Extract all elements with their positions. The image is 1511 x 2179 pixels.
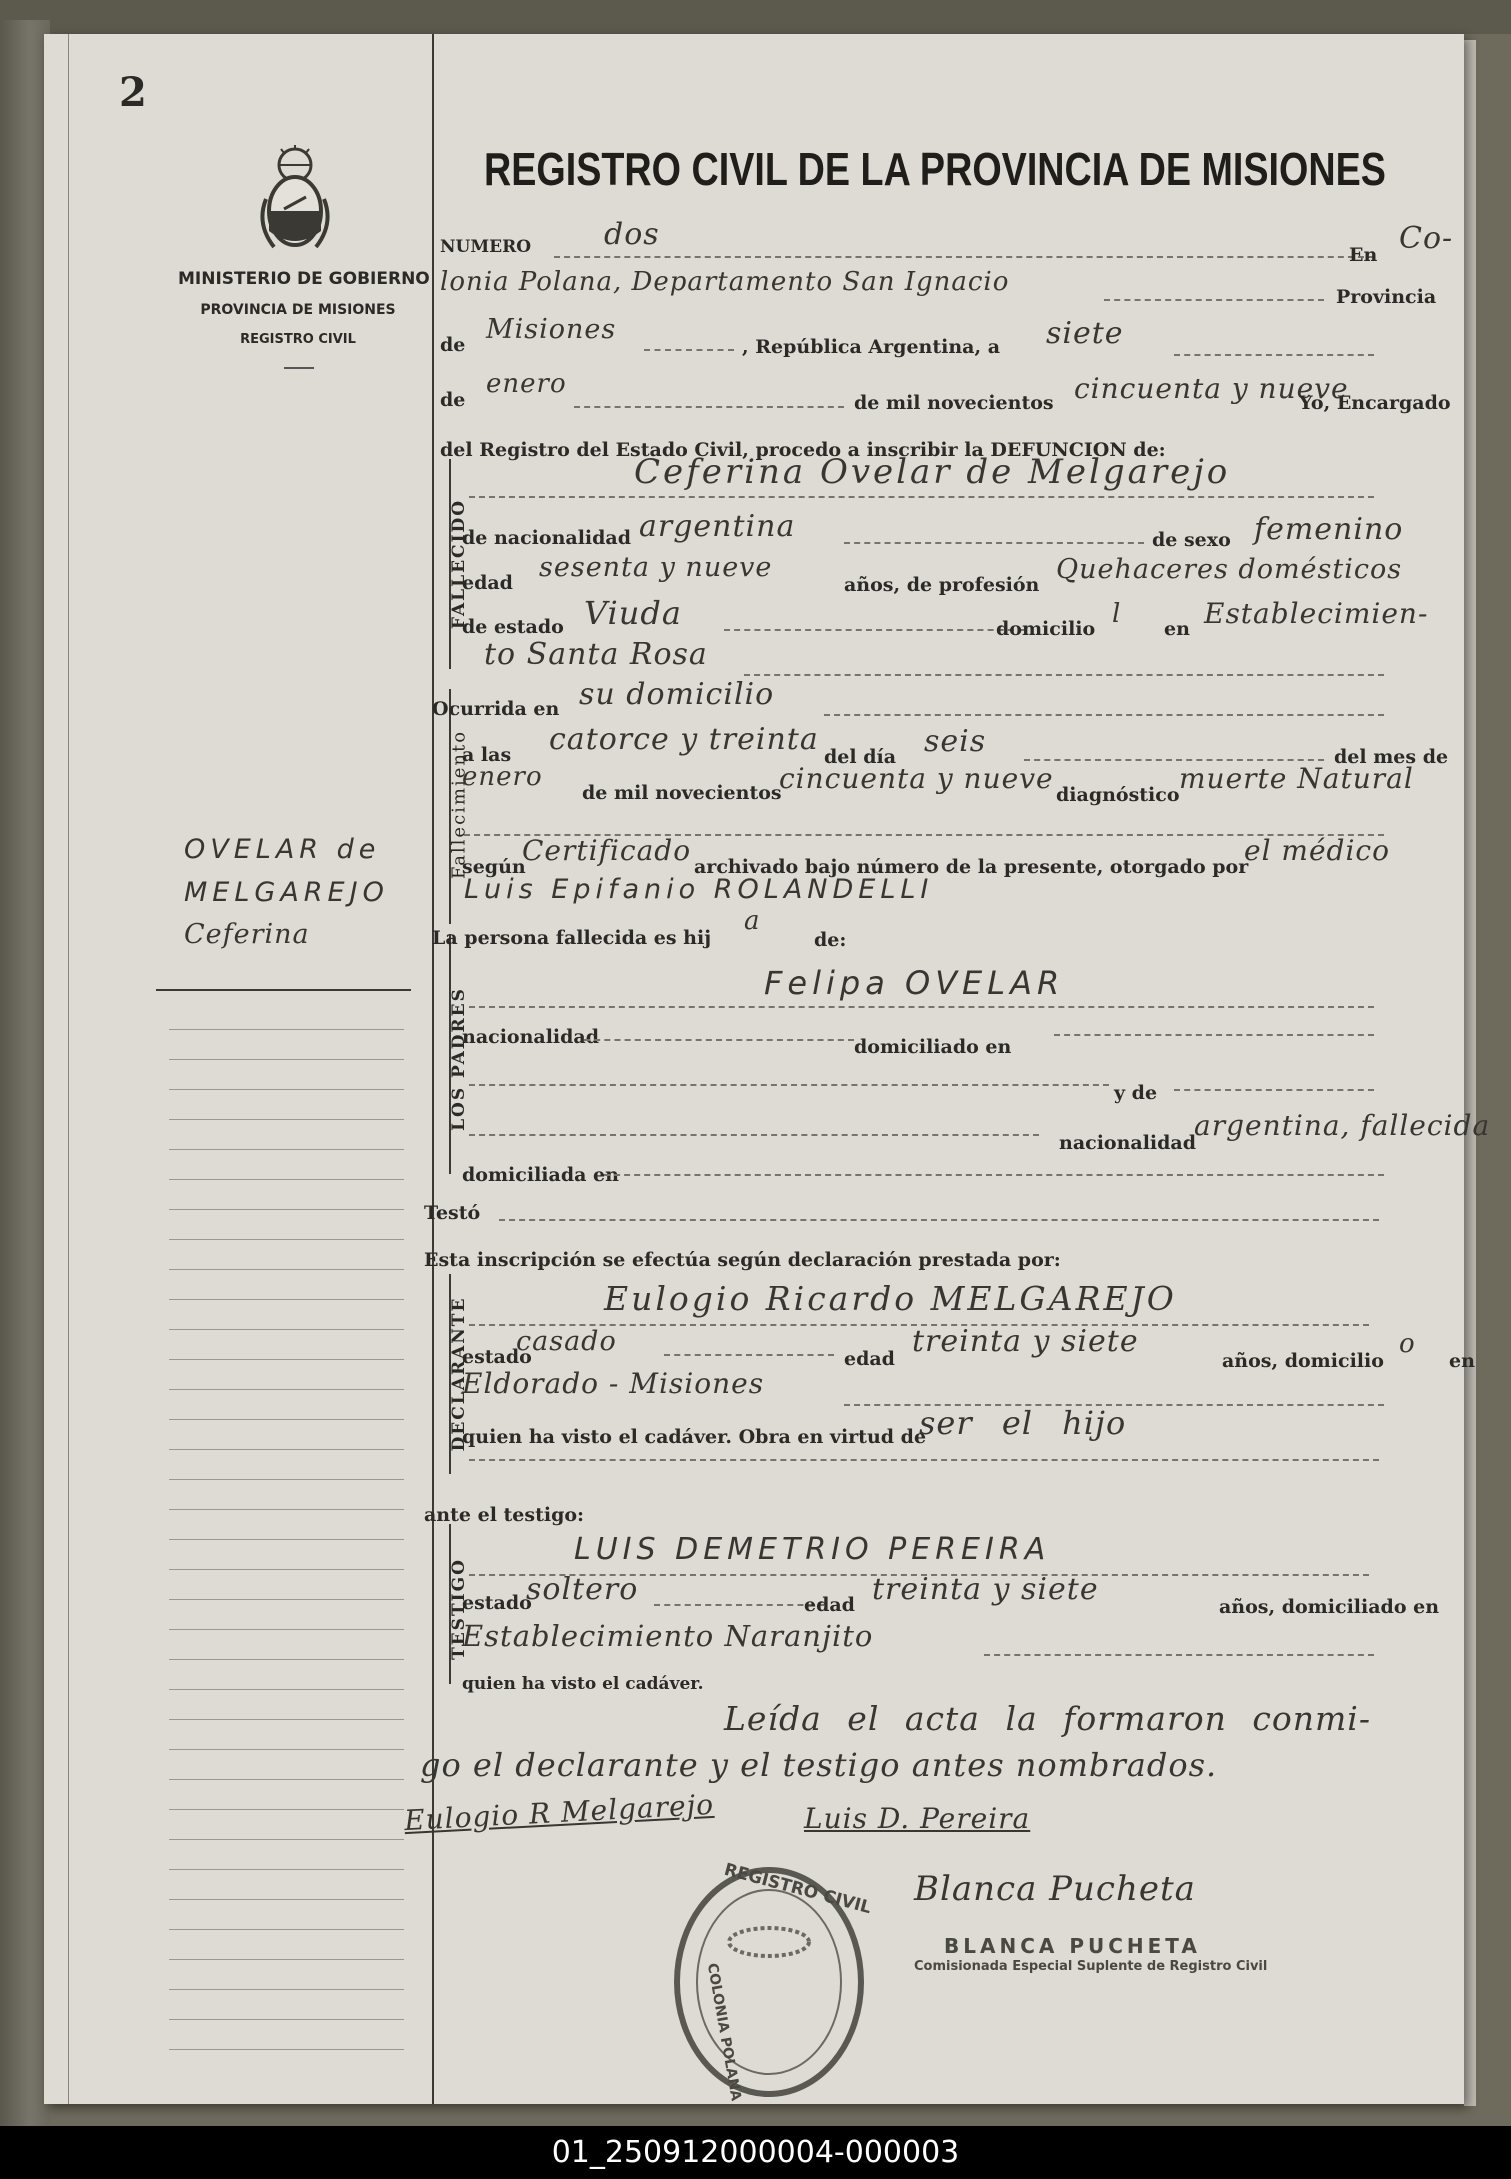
value-en-co: Co-	[1399, 221, 1454, 256]
ruled-line	[169, 1809, 404, 1810]
label-y-de: y de	[1114, 1082, 1158, 1104]
value-mes: enero	[486, 369, 567, 399]
ruled-line	[169, 1299, 404, 1300]
label-republica: , República Argentina, a	[742, 336, 1001, 358]
label-anos-domicilio: años, domicilio	[1222, 1350, 1384, 1372]
fill-line	[664, 1354, 834, 1356]
fill-line	[469, 1459, 1379, 1461]
label-estado: de estado	[462, 616, 564, 638]
province-label: PROVINCIA DE MISIONES	[200, 302, 396, 318]
label-en2: en	[1164, 618, 1190, 640]
label-domicilio: domicilio	[996, 618, 1096, 640]
section-label-declarante: DECLARANTE	[449, 1296, 469, 1452]
value-mes-fallec: enero	[462, 762, 543, 792]
page-number: 2	[119, 69, 147, 116]
value-dia: siete	[1046, 316, 1124, 351]
value-lugar: lonia Polana, Departamento San Ignacio	[440, 267, 1010, 297]
left-margin-line	[68, 34, 69, 2104]
label-testo: Testó	[424, 1202, 481, 1224]
ruled-line	[169, 1179, 404, 1180]
ruled-line	[169, 1779, 404, 1780]
value-edad: sesenta y nueve	[539, 552, 773, 583]
fill-line	[844, 542, 1144, 544]
value-nacionalidad: argentina	[639, 509, 796, 544]
value-estado: Viuda	[584, 594, 682, 632]
label-de: de	[440, 334, 466, 356]
book-cover-top	[0, 0, 1511, 34]
main-margin-line	[432, 34, 434, 2104]
value-dia-fallec: seis	[924, 724, 987, 759]
fill-line	[1174, 1089, 1374, 1091]
ruled-line	[169, 1119, 404, 1120]
ruled-line	[169, 2019, 404, 2020]
ruled-line	[169, 1479, 404, 1480]
label-diagnostico: diagnóstico	[1056, 784, 1180, 806]
section-label-padres: LOS PADRES	[449, 987, 469, 1131]
margin-note-line2: MELGAREJO	[184, 877, 389, 908]
label-mil-novecientos: de mil novecientos	[854, 392, 1054, 414]
label-numero: NUMERO	[440, 237, 532, 257]
label-estado3: estado	[462, 1592, 532, 1614]
signature-oficial: Blanca Pucheta	[914, 1869, 1196, 1909]
value-testigo: LUIS DEMETRIO PEREIRA	[574, 1532, 1051, 1567]
ruled-line	[169, 1209, 404, 1210]
fill-line	[1174, 354, 1374, 356]
paper-edge	[1464, 40, 1476, 2106]
ruled-line	[169, 1869, 404, 1870]
stamp-registry-text: REGISTRO CIVIL	[721, 1859, 874, 1919]
ruled-line	[169, 1359, 404, 1360]
ruled-line	[169, 1569, 404, 1570]
footer-caption: 01_250912000004-000003	[0, 2126, 1511, 2179]
ruled-line	[169, 1089, 404, 1090]
section-label-fallecido: FALLECIDO	[449, 498, 469, 630]
ruled-line	[169, 1539, 404, 1540]
ruled-line	[169, 1509, 404, 1510]
label-del-dia: del día	[824, 746, 897, 768]
ruled-line	[169, 2049, 404, 2050]
value-sexo: femenino	[1254, 512, 1404, 547]
label-a-las: a las	[462, 744, 512, 766]
ruled-line	[169, 1029, 404, 1030]
label-ante-testigo: ante el testigo:	[424, 1504, 585, 1526]
label-edad: edad	[462, 572, 513, 594]
label-domiciliada-en: domiciliada en	[462, 1164, 619, 1186]
registry-label: REGISTRO CIVIL	[240, 332, 356, 347]
label-nacionalidad3: nacionalidad	[1059, 1132, 1197, 1154]
label-de3: de:	[814, 929, 847, 951]
ruled-line	[169, 1839, 404, 1840]
ruled-line	[169, 1659, 404, 1660]
value-provincia: Misiones	[486, 314, 617, 345]
label-quien-visto2: quien ha visto el cadáver.	[462, 1674, 704, 1694]
label-yo-encargado: Yo, Encargado	[1299, 392, 1451, 414]
label-nacionalidad2: nacionalidad	[462, 1026, 600, 1048]
ruled-line	[169, 1899, 404, 1900]
value-declarante: Eulogio Ricardo MELGAREJO	[604, 1279, 1177, 1318]
fill-line	[1054, 1034, 1374, 1036]
closing-line1: Leída el acta la formaron conmi-	[724, 1699, 1371, 1738]
closing-line2: go el declarante y el testigo antes nombrados.	[420, 1746, 1218, 1784]
signature-declarante: Eulogio R Melgarejo	[403, 1787, 715, 1838]
value-ocurrida: su domicilio	[579, 677, 775, 712]
value-profesion: Quehaceres domésticos	[1056, 554, 1403, 585]
label-mil-novecientos2: de mil novecientos	[582, 782, 782, 804]
ruled-line	[169, 1419, 404, 1420]
ministry-label: MINISTERIO DE GOBIERNO	[178, 269, 430, 289]
fill-line	[469, 1134, 1039, 1136]
value-segun: Certificado	[522, 834, 692, 867]
ministry-divider	[284, 367, 314, 369]
official-title: Comisionada Especial Suplente de Registro Civil	[914, 1959, 1268, 1974]
book-spine	[0, 20, 50, 2126]
label-sexo: de sexo	[1152, 529, 1231, 551]
fill-line	[469, 496, 1374, 498]
ruled-line	[169, 1149, 404, 1150]
value-anio-fallec: cincuenta y nueve	[779, 762, 1054, 795]
value-diagnostico: muerte Natural	[1179, 762, 1414, 795]
label-de2: de	[440, 389, 466, 411]
margin-note-line1: OVELAR de	[184, 834, 381, 865]
value-madre-nacionalidad: argentina, fallecida	[1194, 1109, 1491, 1142]
value-declarante-estado: casado	[516, 1326, 617, 1357]
label-domiciliado-en: domiciliado en	[854, 1036, 1012, 1058]
margin-note-underline	[156, 989, 411, 991]
value-testigo-estado: soltero	[526, 1572, 639, 1607]
fill-line	[824, 714, 1384, 716]
label-nacionalidad: de nacionalidad	[462, 527, 632, 549]
label-esta-inscripcion: Esta inscripción se efectúa según declaración prestada por:	[424, 1249, 1061, 1271]
ruled-line	[169, 1629, 404, 1630]
ruled-line	[169, 1599, 404, 1600]
value-establecimiento: Establecimien-	[1204, 597, 1429, 630]
fill-line	[654, 1604, 824, 1606]
ruled-line	[169, 1059, 404, 1060]
ruled-line	[169, 1929, 404, 1930]
margin-note-line3: Ceferina	[184, 919, 310, 950]
fill-line	[744, 674, 1384, 676]
value-numero: dos	[604, 217, 660, 252]
value-anio: cincuenta y nueve	[1074, 372, 1349, 405]
section-label-testigo: TESTIGO	[449, 1558, 469, 1660]
ruled-line	[169, 1959, 404, 1960]
value-testigo-edad: treinta y siete	[872, 1572, 1099, 1607]
fill-line	[554, 256, 1374, 258]
value-medico: Luis Epifanio ROLANDELLI	[464, 874, 934, 905]
value-testigo-lugar: Establecimiento Naranjito	[462, 1619, 874, 1653]
label-quien-visto: quien ha visto el cadáver. Obra en virtud de	[462, 1426, 927, 1448]
ruled-line	[169, 1689, 404, 1690]
value-otorgado: el médico	[1244, 834, 1390, 867]
fill-line	[644, 349, 734, 351]
signature-testigo: Luis D. Pereira	[804, 1802, 1031, 1835]
ruled-line	[169, 1749, 404, 1750]
fill-line	[574, 406, 844, 408]
ruled-line	[169, 1329, 404, 1330]
label-anos-profesion: años, de profesión	[844, 574, 1040, 596]
value-declarante-domicilio-letra: o	[1399, 1329, 1416, 1359]
value-domicilio-letra: l	[1112, 599, 1122, 629]
fill-line	[984, 1654, 1374, 1656]
value-hora: catorce y treinta	[549, 722, 819, 757]
value-declarante-lugar: Eldorado - Misiones	[462, 1367, 765, 1400]
label-del-mes-de: del mes de	[1334, 746, 1449, 768]
value-nombre: Ceferina Ovelar de Melgarejo	[634, 452, 1231, 492]
label-en: En	[1349, 244, 1378, 266]
ruled-line	[169, 1389, 404, 1390]
label-anos-domiciliado: años, domiciliado en	[1219, 1596, 1440, 1618]
value-hij-letra: a	[744, 906, 761, 936]
label-edad3: edad	[804, 1594, 855, 1616]
ruled-line	[169, 1719, 404, 1720]
fill-line	[724, 629, 1024, 631]
ruled-line	[169, 1239, 404, 1240]
label-provincia: Provincia	[1336, 286, 1437, 308]
document-page	[44, 34, 1491, 2104]
label-ocurrida: Ocurrida en	[432, 698, 560, 720]
fill-line	[584, 1039, 854, 1041]
value-declarante-virtud: ser el hijo	[919, 1404, 1127, 1442]
coat-of-arms-icon	[254, 139, 336, 259]
ruled-line	[169, 1989, 404, 1990]
fill-line	[1024, 759, 1324, 761]
fill-line	[469, 1006, 1374, 1008]
ruled-line	[169, 1269, 404, 1270]
label-del-registro: del Registro del Estado Civil, procedo a inscribir la DEFUNCION de:	[440, 439, 1166, 461]
fill-line	[1104, 299, 1324, 301]
section-label-fallecimiento: Fallecimiento	[448, 729, 470, 880]
value-declarante-edad: treinta y siete	[912, 1324, 1139, 1359]
label-archivado: archivado bajo número de la presente, otorgado por	[694, 856, 1249, 878]
stamp-place-text: COLONIA POLANA	[703, 1961, 744, 2103]
label-persona-fallecida: La persona fallecida es hij	[432, 927, 712, 949]
value-establecimiento2: to Santa Rosa	[484, 637, 708, 672]
label-segun: según	[462, 856, 526, 878]
label-en3: en	[1449, 1350, 1475, 1372]
value-madre: Felipa OVELAR	[764, 964, 1065, 1002]
fill-line	[499, 1219, 1379, 1221]
fill-line	[604, 1174, 1384, 1176]
label-edad2: edad	[844, 1348, 895, 1370]
official-name: BLANCA PUCHETA	[944, 1934, 1201, 1958]
label-estado2: estado	[462, 1346, 532, 1368]
document-title: REGISTRO CIVIL DE LA PROVINCIA DE MISIONES	[484, 143, 1386, 195]
ruled-line	[169, 1449, 404, 1450]
fill-line	[469, 1084, 1109, 1086]
